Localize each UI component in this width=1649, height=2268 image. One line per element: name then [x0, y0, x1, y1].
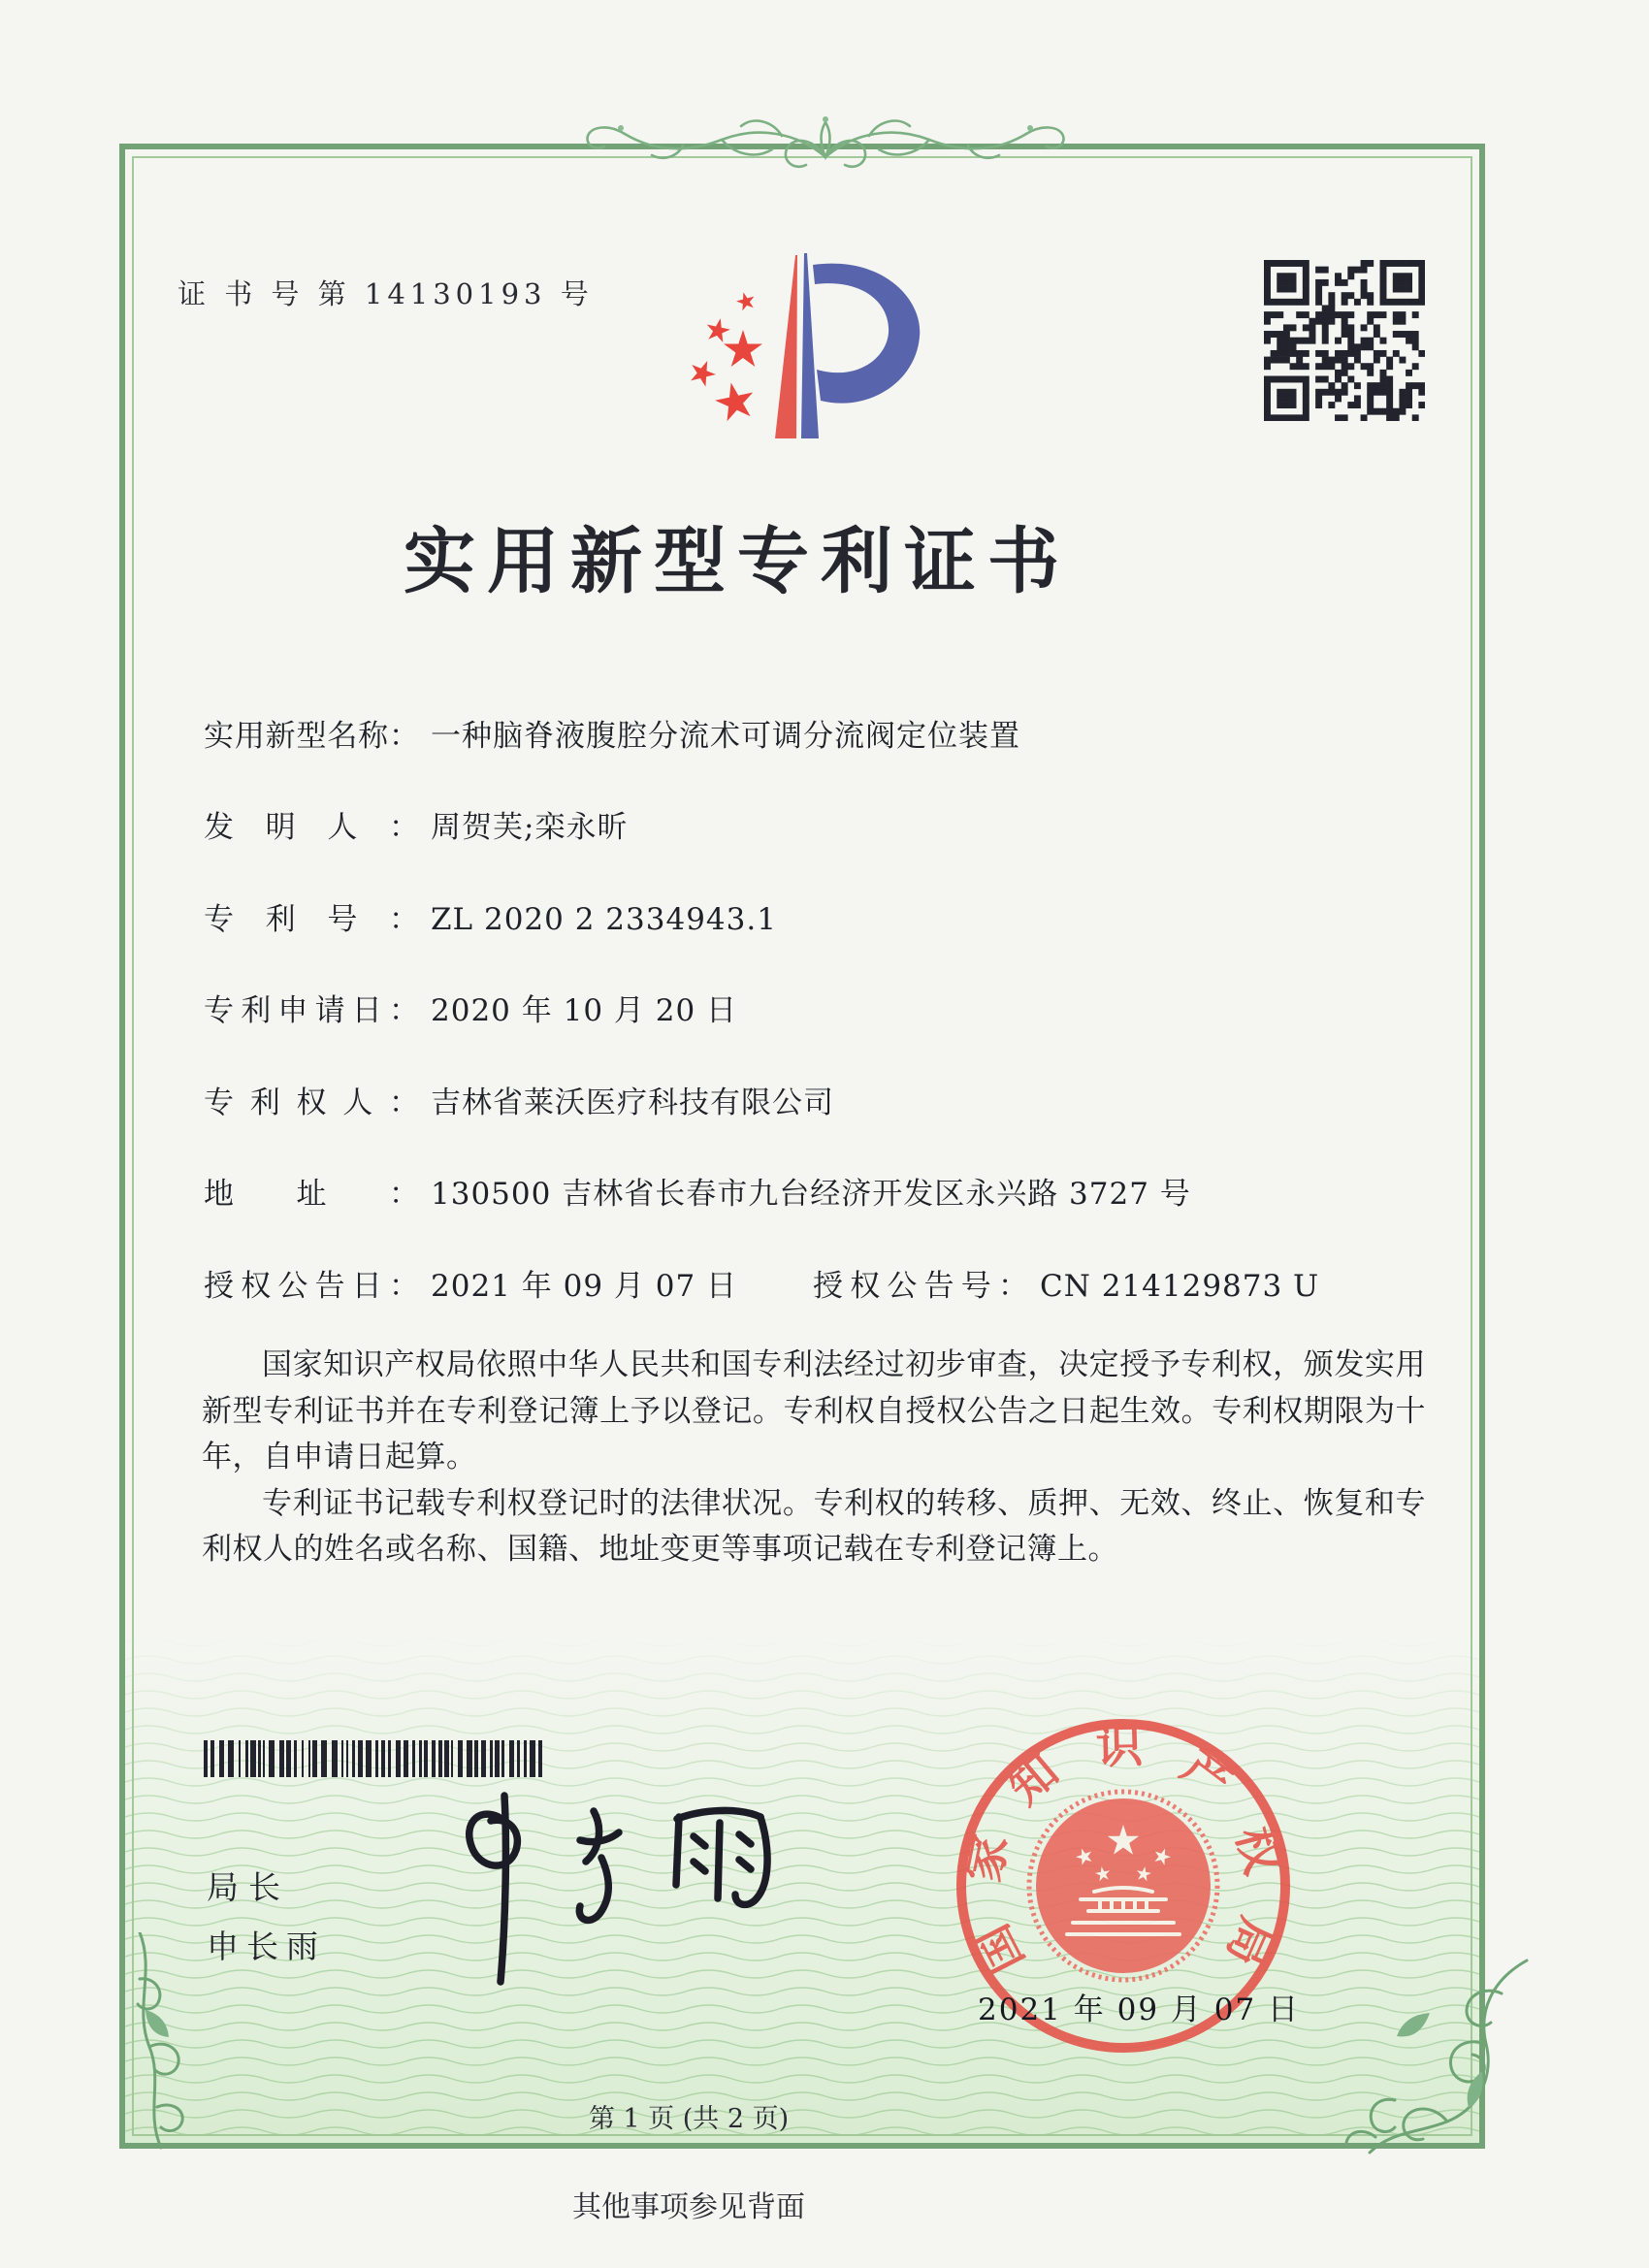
- bottom-right-floral-ornament: [1337, 1955, 1531, 2163]
- back-note: 其他事项参见背面: [572, 2190, 805, 2224]
- field-value: 吉林省莱沃医疗科技有限公司: [431, 1085, 834, 1120]
- logo-red-wedge: [775, 255, 797, 438]
- qr-code: [1264, 260, 1425, 421]
- certificate-number: 证 书 号 第 14130193 号: [178, 277, 594, 310]
- logo-stars-icon: [691, 292, 762, 421]
- field-row-patent-no: [204, 901, 1455, 939]
- field-label: 授权公告号：: [813, 1269, 1028, 1304]
- commissioner-signature-handwriting: [448, 1790, 807, 1998]
- field-row-name: [204, 718, 1455, 756]
- field-value: CN 214129873 U: [1040, 1269, 1320, 1304]
- field-label: 发明人：: [204, 810, 419, 845]
- seal-ring-text: 国家知识产权局: [955, 1719, 1290, 1983]
- commissioner-title-label: 局长: [207, 1868, 290, 1906]
- barcode: [204, 1740, 549, 1777]
- field-label: 专利申请日：: [204, 993, 419, 1028]
- field-row-filing-date: [204, 992, 1455, 1030]
- page-number: 第 1 页 (共 2 页): [588, 2104, 790, 2134]
- logo-p-bowl: [813, 264, 920, 404]
- field-label: 地址：: [204, 1177, 419, 1212]
- field-value: ZL 2020 2 2334943.1: [431, 902, 777, 937]
- legal-text-block: [202, 1343, 1426, 1573]
- commissioner-name: 申长雨: [207, 1928, 326, 1965]
- field-value: 130500 吉林省长春市九台经济开发区永兴路 3727 号: [431, 1177, 1191, 1212]
- field-label: 专利权人：: [204, 1085, 419, 1120]
- field-row-grant: [204, 1268, 1455, 1306]
- field-row-patentee: [204, 1085, 1455, 1122]
- seal-date: 2021 年 09 月 07 日: [978, 1993, 1301, 2027]
- certificate-title: 实用新型专利证书: [404, 520, 1071, 603]
- legal-paragraph-1: 国家知识产权局依照中华人民共和国专利法经过初步审查，决定授予专利权，颁发实用新型专利证书并在专利登记簿上予以登记。专利权自授权公告之日起生效。专利权期限为十年，自申请日起算。: [202, 1347, 1426, 1474]
- field-row-inventor: [204, 809, 1455, 847]
- top-flourish-ornament: [578, 107, 1073, 204]
- field-value: 2020 年 10 月 20 日: [431, 993, 738, 1028]
- cnipa-logo: [677, 236, 931, 441]
- field-value: 2021 年 09 月 07 日: [431, 1269, 738, 1304]
- grant-number-pair: [813, 1268, 1319, 1306]
- legal-paragraph-2: 专利证书记载专利权登记时的法律状况。专利权的转移、质押、无效、终止、恢复和专利权人的姓名或名称、国籍、地址变更等事项记载在专利登记簿上。: [202, 1485, 1426, 1567]
- field-value: 周贺芙;栾永昕: [431, 810, 629, 845]
- field-label: 实用新型名称：: [204, 719, 419, 754]
- field-row-address: [204, 1176, 1455, 1214]
- field-label: 专利号：: [204, 902, 419, 937]
- field-label: 授权公告日：: [204, 1269, 419, 1304]
- field-value: 一种脑脊液腹腔分流术可调分流阀定位装置: [431, 719, 1020, 754]
